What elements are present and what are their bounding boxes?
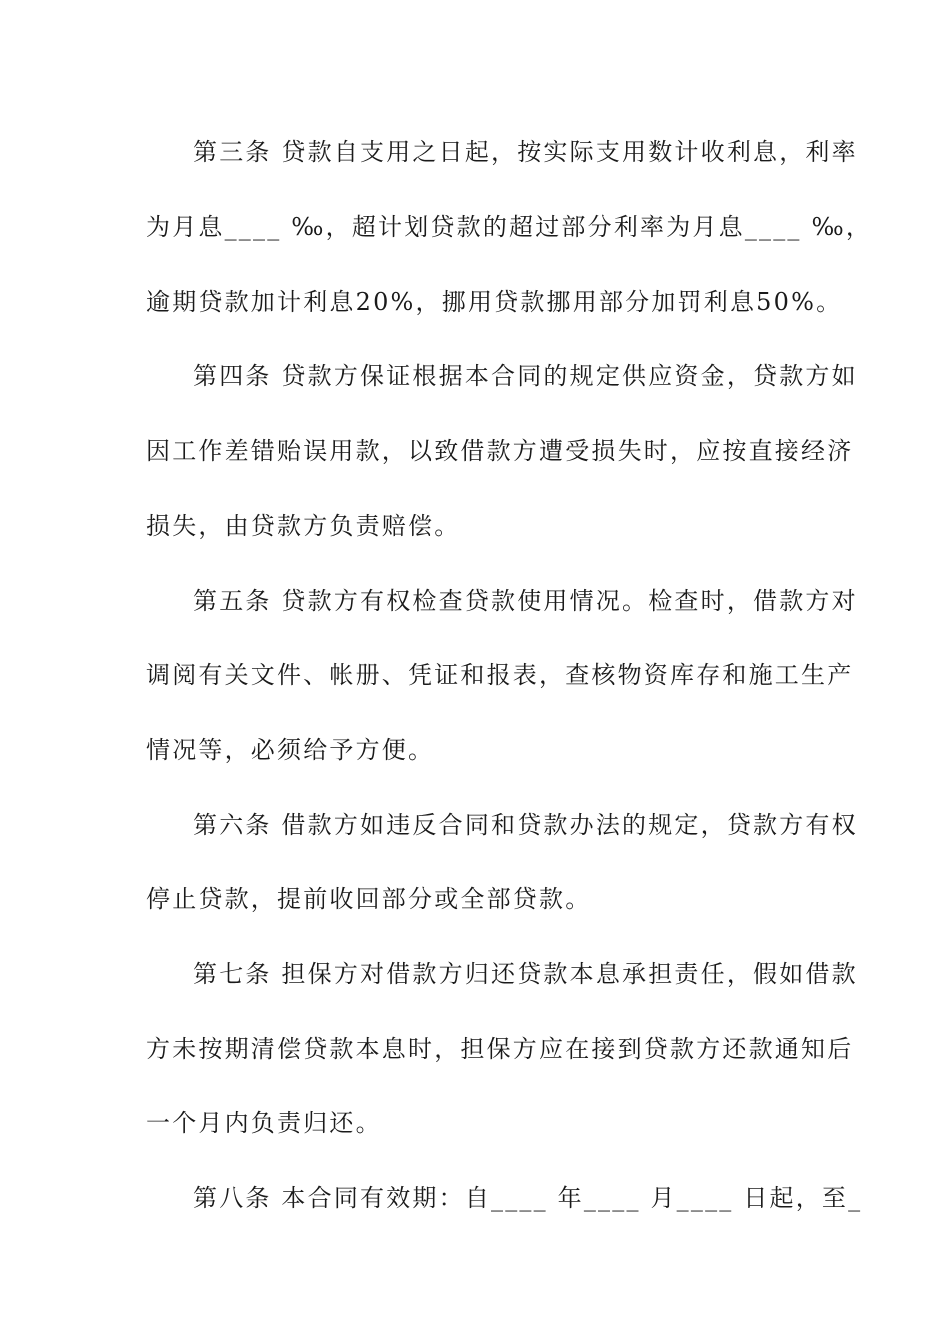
article-5-line-1: 第五条 贷款方有权检查贷款使用情况。检查时，借款方对 [193,587,858,615]
article-3-line-2: 为月息____ ‰，超计划贷款的超过部分利率为月息____ ‰， [146,213,873,241]
article-4-line-2: 因工作差错贻误用款，以致借款方遭受损失时，应按直接经济 [146,437,854,465]
article-7-line-1: 第七条 担保方对借款方归还贷款本息承担责任，假如借款 [193,960,858,988]
article-4-line-1: 第四条 贷款方保证根据本合同的规定供应资金，贷款方如 [193,362,858,390]
article-6-line-1: 第六条 借款方如违反合同和贷款办法的规定，贷款方有权 [193,811,858,839]
article-6-line-2: 停止贷款，提前收回部分或全部贷款。 [146,885,592,913]
article-5-line-3: 情况等，必须给予方便。 [146,736,435,764]
article-7-line-3: 一个月内负责归还。 [146,1109,382,1137]
article-3-line-3: 逾期贷款加计利息20%，挪用贷款挪用部分加罚利息50%。 [146,288,843,316]
article-3-line-1: 第三条 贷款自支用之日起，按实际支用数计收利息，利率 [193,138,858,166]
article-5-line-2: 调阅有关文件、帐册、凭证和报表，查核物资库存和施工生产 [146,661,854,689]
article-8-line-1: 第八条 本合同有效期：自____ 年____ 月____ 日起，至_ [193,1184,863,1212]
article-7-line-2: 方未按期清偿贷款本息时，担保方应在接到贷款方还款通知后 [146,1035,854,1063]
article-4-line-3: 损失，由贷款方负责赔偿。 [146,512,461,540]
